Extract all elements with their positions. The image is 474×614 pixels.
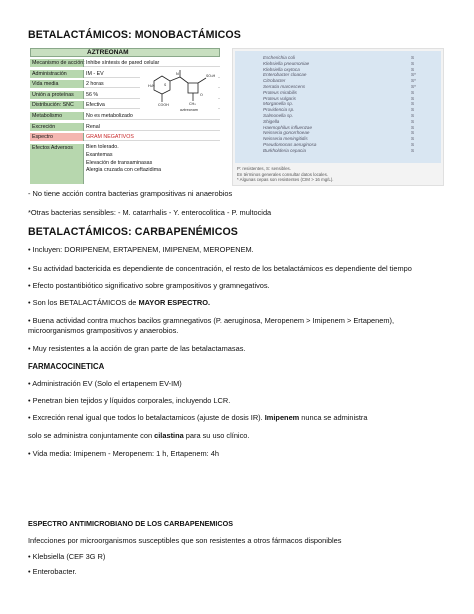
organism-name: Citrobacter [263, 78, 286, 84]
aztreonam-row-key: Excreción [30, 123, 84, 131]
organism-name: Klebsiella pneumoniae [263, 60, 310, 66]
organism-name: Proteus vulgaris [263, 95, 296, 101]
bullet-bacilos-line1: • Buena actividad contra muchos bacilos gramnegativos (P. aeruginosa, Meropenem > Imipenem > Ertapenem), [28, 316, 395, 325]
organism-name: Providencia sp. [263, 107, 295, 113]
svg-text:H₂N: H₂N [148, 84, 155, 88]
aztreonam-row-value: IM - EV [86, 70, 104, 77]
adverse-effect-item: Elevación de transaminasas [86, 159, 153, 166]
svg-text:N: N [176, 72, 179, 76]
susceptibility-footnote: P: resistentes, S: sensibles. [237, 166, 291, 171]
heading-espectro-carbapenemicos: ESPECTRO ANTIMICROBIANO DE LOS CARBAPENEMICOS [28, 519, 233, 528]
organism-name: Serratia marcescens [263, 84, 306, 89]
organism-susceptibility: S [411, 60, 415, 66]
text-infecciones: Infecciones por microorganismos susceptibles que son resistentes a otros fármacos disponibles [28, 536, 342, 545]
aztreonam-row [30, 123, 220, 131]
susceptibility-footnote: * Algunas cepas son resistentes (CIM > 16 mg/L). [237, 177, 334, 182]
heading-carbapenemicos: BETALACTÁMICOS: CARBAPENÉMICOS [28, 226, 238, 238]
aztreonam-row-value: 56 % [86, 91, 99, 98]
bullet-bacilos-line2: microorganismos grampositivos y anaerobios. [28, 326, 179, 335]
organism-susceptibility: S [411, 113, 415, 118]
aztreonam-row-key: Unión a proteínas [30, 91, 84, 99]
aztreonam-row-key: Espectro [30, 133, 84, 141]
organism-susceptibility: S [411, 55, 415, 60]
adverse-effect-item: Alergia cruzada con ceftazidima [86, 167, 162, 174]
svg-text:SO₃H: SO₃H [206, 74, 216, 78]
aztreonam-row-value: Renal [86, 123, 100, 130]
aztreonam-row [30, 112, 220, 120]
organism-susceptibility: S [411, 95, 415, 101]
aztreonam-row-key: Distribución: SNC [30, 101, 84, 109]
organism-susceptibility: S [411, 130, 415, 136]
organism-susceptibility: S [411, 118, 415, 124]
adverse-effects-label: Efectos Adversos [30, 144, 84, 184]
organism-susceptibility: S [411, 142, 415, 147]
bullet-enterobacter: • Enterobacter. [28, 567, 77, 576]
organism-name: Haemophilus influenzae [263, 124, 313, 130]
aztreonam-table [30, 48, 220, 184]
bullet-actividad: • Su actividad bactericida es dependiente de concentración, el resto de los betalactámicos es dependiente del tiempo [28, 264, 412, 273]
aztreonam-row-value: Efectiva [86, 102, 105, 109]
structure-caption: aztreonam [180, 108, 199, 112]
organism-name: Salmonella sp. [263, 113, 294, 118]
aztreonam-row-value: GRAM NEGATIVOS [86, 134, 134, 141]
aztreonam-row-key: Administración [30, 70, 84, 78]
organism-susceptibility: S [411, 89, 415, 95]
organism-name: Neisseria meningitidis [263, 136, 308, 142]
organism-name: Klebsiella oxytoca [263, 66, 300, 72]
adverse-effects-list [86, 144, 218, 175]
organism-susceptibility: S [411, 66, 415, 72]
organism-susceptibility: S [411, 147, 415, 153]
bullet-penetran: • Penetran bien tejidos y líquidos corporales, incluyendo LCR. [28, 396, 231, 405]
organism-susceptibility: S [411, 124, 415, 130]
bullet-excrecion: • Excreción renal igual que todos lo betalactamicos (ajuste de dosis IR). Imipenem nunca se administra [28, 413, 368, 422]
aztreonam-row-key: Metabolismo [30, 112, 84, 120]
svg-text:COOH: COOH [158, 103, 169, 107]
aztreonam-row-value: 2 horas [86, 81, 104, 88]
bullet-postantibiotico: • Efecto postantibiótico significativo sobre grampositivos y gramnegativos. [28, 281, 270, 290]
organism-susceptibility: S [411, 101, 415, 107]
organism-susceptibility: S [411, 107, 415, 113]
aztreonam-row-key: Vida media [30, 80, 84, 88]
organism-name: Proteus mirabilis [263, 89, 297, 95]
organism-name: Enterobacter cloacae [263, 72, 307, 78]
bullet-betalactamasas: • Muy resistentes a la acción de gran parte de las betalactamasas. [28, 344, 246, 353]
heading-farmacocinetica: FARMACOCINETICA [28, 362, 105, 371]
organism-name: Burkholderia cepacia [263, 147, 306, 153]
bullet-administracion: • Administración EV (Solo el ertapenem EV-IM) [28, 379, 182, 388]
adverse-effect-item: Bien tolerado. [86, 144, 119, 150]
adverse-effect-item: Exantemas [86, 151, 113, 158]
aztreonam-row-value: No es metabolizado [86, 113, 133, 119]
organism-name: Shigella [263, 118, 280, 124]
aztreonam-row [30, 59, 220, 67]
text-other-sensitive: *Otras bacterias sensibles: - M. catarrhalis - Y. enterocolitica - P. multocida [28, 208, 272, 217]
bullet-incluyen: • Incluyen: DORIPENEM, ERTAPENEM, IMIPENEM, MEROPENEM. [28, 245, 254, 254]
organism-name: Pseudomonas aeruginosa [263, 142, 317, 147]
bullet-mayor-espectro: • Son los BETALACTÁMICOS de MAYOR ESPECTRO. [28, 298, 211, 307]
aztreonam-row-value: Inhibe síntesis de pared celular [86, 60, 160, 66]
svg-text:O: O [200, 93, 203, 97]
svg-text:S: S [164, 83, 167, 87]
organism-susceptibility: S* [411, 72, 416, 78]
susceptibility-table-image [232, 48, 444, 186]
bullet-klebsiella: • Klebsiella (CEF 3G R) [28, 552, 106, 561]
text-cilastina: solo se administra conjuntamente con cilastina para su uso clínico. [28, 431, 250, 440]
organism-susceptibility: S [411, 136, 415, 142]
aztreonam-structure-diagram [140, 67, 218, 113]
svg-text:CH₃: CH₃ [189, 102, 196, 106]
text-no-gram-positive: - No tiene acción contra bacterias grampositivas ni anaerobios [28, 189, 233, 198]
susceptibility-footnote: En términos generales consultar datos locales. [237, 171, 329, 177]
organism-name: Neisseria gonorrhoeae [263, 130, 310, 136]
aztreonam-row-key: Mecanismo de acción: [32, 60, 85, 66]
organism-name: Morganella sp. [263, 101, 294, 107]
organism-susceptibility: S* [411, 78, 416, 84]
heading-monobactamicos: BETALACTÁMICOS: MONOBACTÁMICOS [28, 29, 241, 41]
susceptibility-table-panel [235, 51, 441, 163]
bullet-vida-media: • Vida media: Imipenem - Meropenem: 1 h, Ertapenem: 4h [28, 449, 220, 458]
organism-susceptibility: S* [411, 84, 416, 89]
organism-name: Escherichia coli [263, 55, 295, 60]
aztreonam-table-title: AZTREONAM [30, 48, 220, 57]
aztreonam-row [30, 133, 220, 141]
